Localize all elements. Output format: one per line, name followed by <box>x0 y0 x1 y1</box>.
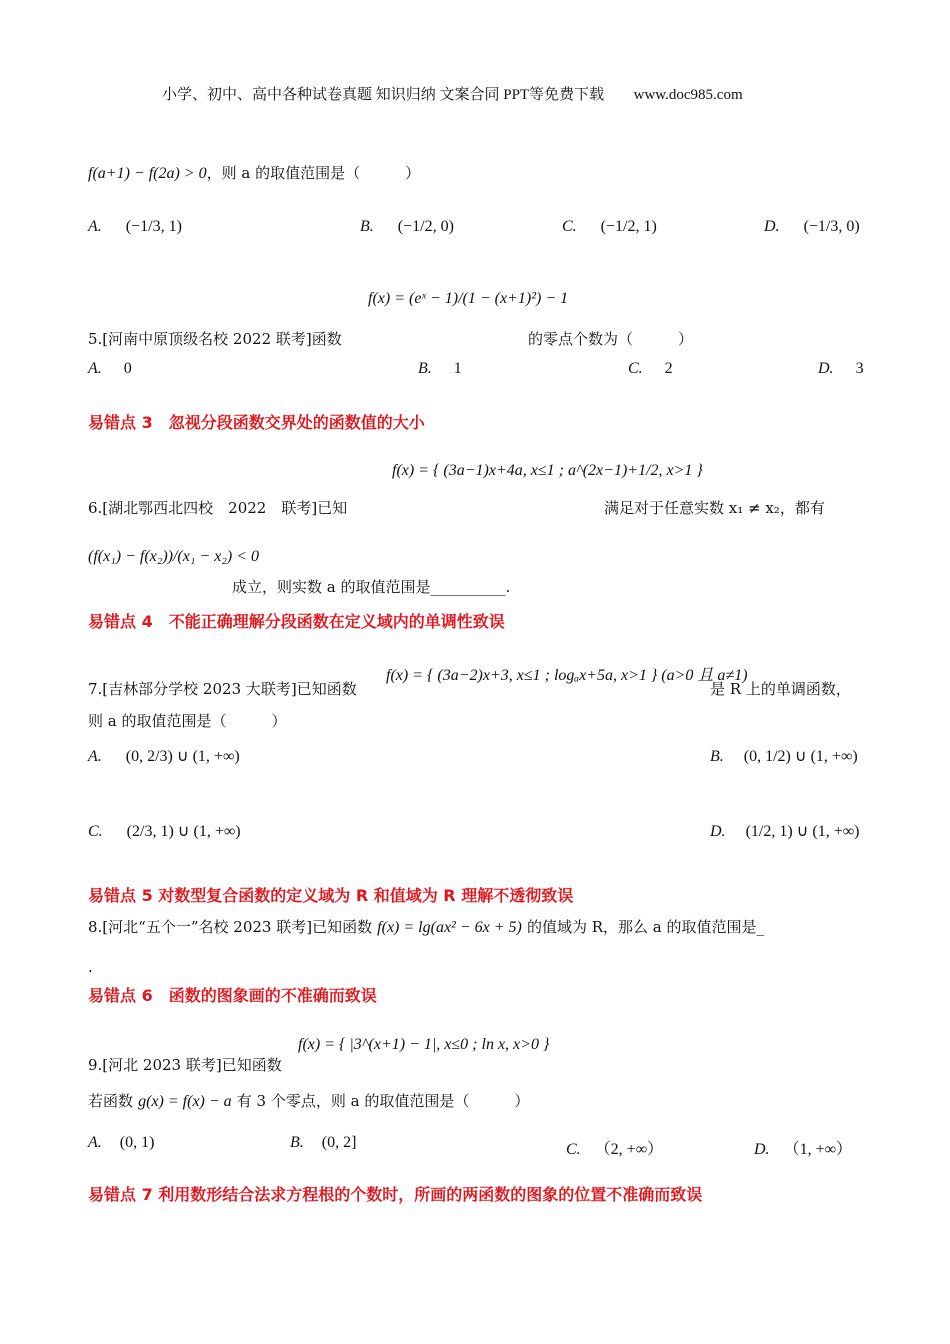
q4-option-c-label: C. <box>562 218 577 235</box>
q7-option-a-value: (0, 2/3) ∪ (1, +∞) <box>125 748 240 765</box>
q7-option-c-label: C. <box>88 823 103 840</box>
q5-option-c-label: C. <box>628 360 643 377</box>
q9-line2-formula: g(x) = f(x) − a <box>138 1093 232 1110</box>
q5-formula: f(x) = (eˣ − 1)/(1 − (x+1)²) − 1 <box>368 290 569 307</box>
q5-option-c <box>628 360 673 378</box>
q4-option-d-label: D. <box>764 218 780 235</box>
q9-line2 <box>88 1090 529 1111</box>
q5-suffix: 的零点个数为（ ） <box>528 330 694 348</box>
q7-option-d-label: D. <box>710 823 726 840</box>
q5-option-a-label: A. <box>88 360 102 377</box>
q7-suffix: 是 R 上的单调函数， <box>710 680 851 698</box>
q4-condition: f(a+1) − f(2a) > 0 <box>88 165 207 182</box>
q4-option-a <box>88 218 182 236</box>
q5-option-d-value: 3 <box>855 360 864 377</box>
q9-option-a-value: (0, 1) <box>119 1134 155 1151</box>
q7-option-d-value: (1/2, 1) ∪ (1, +∞) <box>745 823 860 840</box>
q9-option-c-value: （2, +∞） <box>594 1141 664 1158</box>
q7-option-b-value: (0, 1/2) ∪ (1, +∞) <box>743 748 858 765</box>
q4-suffix: ，则 a 的取值范围是（ ） <box>206 164 421 182</box>
q5-option-a-value: 0 <box>123 360 132 377</box>
q5-option-b-label: B. <box>418 360 432 377</box>
q7-line2: 则 a 的取值范围是（ ） <box>88 712 287 730</box>
q6-suffix: 满足对于任意实数 x₁ ≠ x₂，都有 <box>604 499 825 517</box>
header-url: www.doc985.com <box>633 87 743 103</box>
q5-option-b-value: 1 <box>453 360 462 377</box>
q4-option-d <box>764 218 860 236</box>
q9-option-a <box>88 1134 154 1152</box>
q7-option-c <box>88 821 241 841</box>
q9-option-b <box>290 1134 356 1152</box>
q7-option-b-label: B. <box>710 748 724 765</box>
q4-option-b <box>360 218 454 236</box>
q9-formula: f(x) = { |3^(x+1) − 1|, x≤0 ; ln x, x>0 } <box>298 1036 550 1053</box>
heading-error-point-3: 易错点 3 忽视分段函数交界处的函数值的大小 <box>88 413 425 432</box>
q8-stem <box>88 916 764 937</box>
q4-option-a-label: A. <box>88 218 102 235</box>
q4-option-c-value: (−1/2, 1) <box>600 218 657 235</box>
q9-option-c-label: C. <box>566 1141 581 1158</box>
heading-error-point-5: 易错点 5 对数型复合函数的定义域为 R 和值域为 R 理解不透彻致误 <box>88 886 574 905</box>
q9-option-b-value: (0, 2] <box>321 1134 357 1151</box>
heading-error-point-4: 易错点 4 不能正确理解分段函数在定义域内的单调性致误 <box>88 612 505 631</box>
q6-condition: (f(x₁) − f(x₂))/(x₁ − x₂) < 0 <box>88 548 260 565</box>
q4-option-a-value: (−1/3, 1) <box>125 218 182 235</box>
q4-option-c <box>562 218 657 236</box>
q7-option-a-label: A. <box>88 748 102 765</box>
q4-option-d-value: (−1/3, 0) <box>803 218 860 235</box>
q7-option-a <box>88 746 240 766</box>
q5-option-a <box>88 360 132 378</box>
q9-line2-b: 有 3 个零点，则 a 的取值范围是（ ） <box>236 1092 530 1110</box>
q8-prefix: 8.[河北“五个一”名校 2023 联考]已知函数 <box>88 918 373 936</box>
q9-line2-a: 若函数 <box>88 1092 134 1110</box>
heading-error-point-7: 易错点 7 利用数形结合法求方程根的个数时，所画的两函数的图象的位置不准确而致误 <box>88 1185 703 1204</box>
q4-option-b-label: B. <box>360 218 374 235</box>
q6-formula: f(x) = { (3a−1)x+4a, x≤1 ; a^(2x−1)+1/2, x>1 } <box>392 462 703 479</box>
q5-option-d <box>818 360 864 378</box>
heading-error-point-6: 易错点 6 函数的图象画的不准确而致误 <box>88 986 377 1005</box>
q9-option-d <box>754 1136 852 1159</box>
q5-option-d-label: D. <box>818 360 834 377</box>
q8-tail: . <box>88 958 93 976</box>
q7-prefix: 7.[吉林部分学校 2023 大联考]已知函数 <box>88 680 357 698</box>
q9-option-c <box>566 1136 663 1159</box>
q7-formula: f(x) = { (3a−2)x+3, x≤1 ; logₐx+5a, x>1 } (a>0 且 a≠1) <box>386 667 748 684</box>
q8-suffix: 的值域为 R，那么 a 的取值范围是_ <box>526 918 765 936</box>
q8-formula: f(x) = lg(ax² − 6x + 5) <box>377 919 522 936</box>
q5-prefix: 5.[河南中原顶级名校 2022 联考]函数 <box>88 330 342 348</box>
q5-option-c-value: 2 <box>664 360 673 377</box>
q4-stem <box>88 162 420 183</box>
q7-option-d <box>710 821 859 841</box>
q9-option-a-label: A. <box>88 1134 102 1151</box>
header-text: 小学、初中、高中各种试卷真题 知识归纳 文案合同 PPT等免费下载 <box>162 87 605 103</box>
q9-prefix: 9.[河北 2023 联考]已知函数 <box>88 1056 282 1074</box>
q7-option-c-value: (2/3, 1) ∪ (1, +∞) <box>126 823 241 840</box>
q9-option-d-label: D. <box>754 1141 770 1158</box>
q9-option-b-label: B. <box>290 1134 304 1151</box>
q6-prefix: 6.[湖北鄂西北四校 2022 联考]已知 <box>88 499 348 517</box>
q9-option-d-value: （1, +∞） <box>783 1141 852 1158</box>
q6-tail: 成立，则实数 a 的取值范围是__________. <box>232 578 511 596</box>
q5-option-b <box>418 360 462 378</box>
q4-option-b-value: (−1/2, 0) <box>397 218 454 235</box>
q7-option-b <box>710 746 858 766</box>
page-header <box>162 83 743 104</box>
